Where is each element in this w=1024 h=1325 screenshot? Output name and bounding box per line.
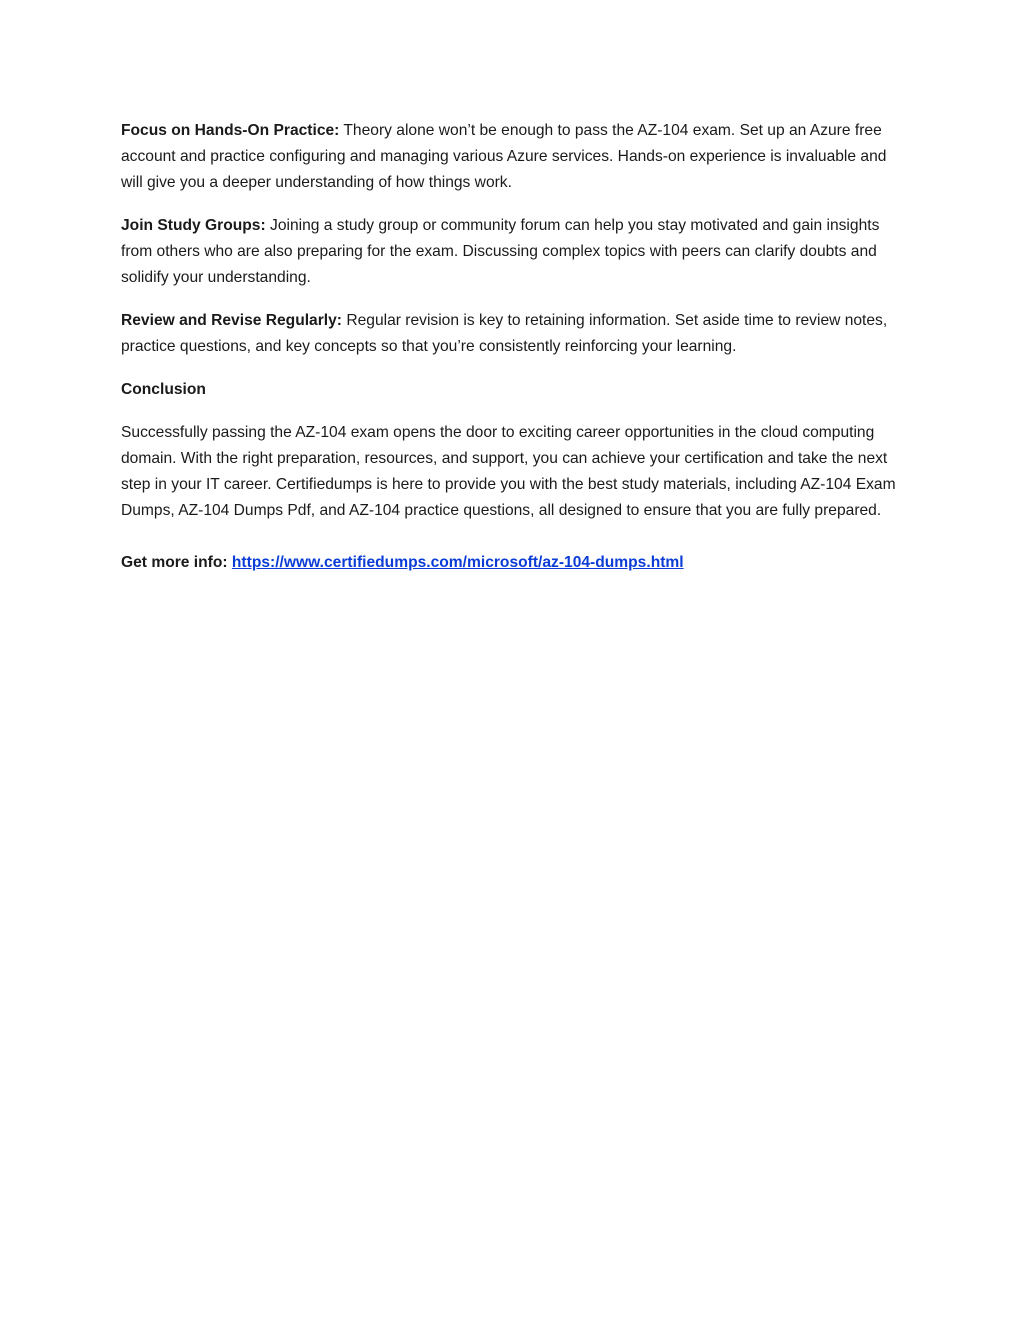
- conclusion-paragraph: Successfully passing the AZ-104 exam opens the door to exciting career opportunities in the cloud computing domain. With the right preparation, resources, and support, you can achieve your certification and take the next step in your IT career. Certifiedumps is here to provide you with the best study materials, including AZ-104 Exam Dumps, AZ-104 Dumps Pdf, and AZ-104 practice questions, all designed to ensure that you are fully prepared.: [121, 424, 896, 519]
- conclusion-heading: Conclusion: [121, 381, 206, 398]
- more-info-link[interactable]: https://www.certifiedumps.com/microsoft/az-104-dumps.html: [231, 554, 684, 571]
- tip-title: Join Study Groups:: [121, 217, 266, 234]
- tip-text: Regular revision is key to retaining information. Set aside time to review notes, practice questions, and key concepts so that you’re consistently reinforcing your learning.: [121, 312, 888, 355]
- tip-title: Review and Revise Regularly:: [121, 312, 343, 329]
- more-info-line: [121, 550, 901, 576]
- tip-title: Focus on Hands-On Practice:: [121, 122, 340, 139]
- tip-paragraph-review: [121, 308, 901, 360]
- more-info-label: Get more info:: [121, 554, 232, 571]
- tip-text: Theory alone won’t be enough to pass the AZ-104 exam. Set up an Azure free account and practice configuring and managing various Azure services. Hands-on experience is invaluable and will give you a deeper understanding of how things work.: [121, 122, 887, 191]
- tip-text: Joining a study group or community forum can help you stay motivated and gain insights from others who are also preparing for the exam. Discussing complex topics with peers can clarify doubts and solidify your understanding.: [121, 217, 880, 286]
- tip-paragraph-study-groups: [121, 213, 901, 291]
- tip-paragraph-hands-on: [121, 118, 901, 196]
- document-body: [121, 118, 901, 576]
